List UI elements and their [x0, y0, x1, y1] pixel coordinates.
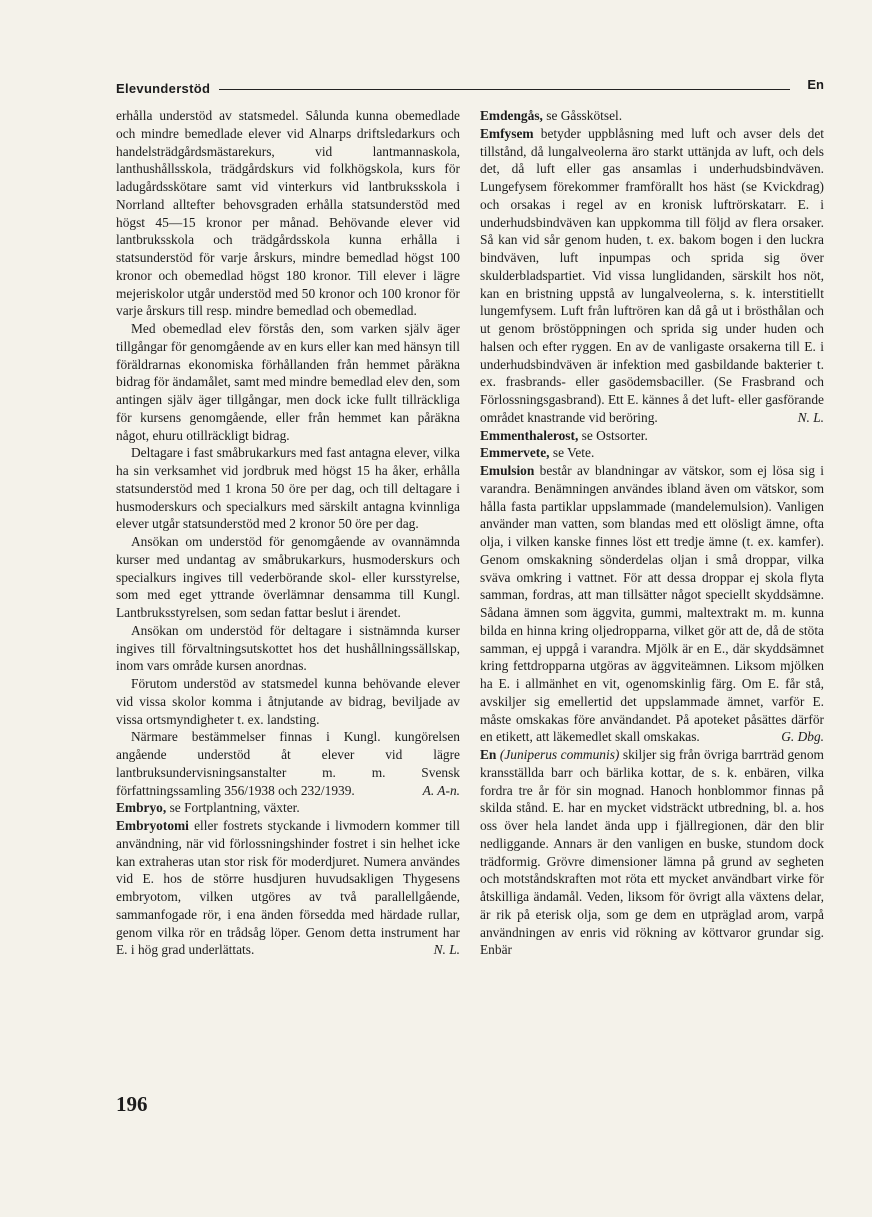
paragraph: Ansökan om understöd för deltagare i sistnämnda kurser ingives till förvaltningsutskottet hos det hushållningssällskap, inom vars område kursen anordnas.: [116, 622, 460, 674]
entry-emmenthalerost: [480, 427, 824, 445]
running-head-right: En: [807, 77, 824, 92]
right-column: [480, 107, 824, 959]
headword: Emmenthalerost,: [480, 427, 579, 443]
author-signature: G. Dbg.: [781, 729, 824, 745]
entry-text: betyder uppblåsning med luft och avser dels det tillstånd, då lungalveolerna äro starkt uttänjda av luft, och dels det, då luft eller gas ansamlas i underhudsbindväven. Lungefysem förekommer framförallt hos häst (se Kvickdrag) och orsakas i regel av en kronisk luftrörskatarr. E. i underhudsbindväven kan uppkomma till följd av flera orsaker. Så kan vid sår genom huden, t. ex. bakom bogen i den luckra bindväven, luft inpumpas och sprida sig över skulderbladspartiet. Vid vissa lunglidanden, särskilt hos nöt, kan en bristning uppstå av lungalveolerna, s. k. interstitiellt lungemfysem. Luft från luftrören kan då gå ut i brösthålan och ut genom bröstöppningen och sprida sig under huden och halsen och efter ryggen. En av de vanligaste orsakerna till E. i underhudsbindväven är infektion med gasbildande bakterier t. ex. frasbrands- eller gasödemsbaciller. (Se Frasbrand och Förlossningsgasbrand). Ett E. kännes å det luft- eller gasförande området knastrande vid beröring.: [480, 125, 824, 425]
headword: Embryo,: [116, 800, 167, 816]
entry-text: skiljer sig från övriga barrträd genom kransställda barr och bärlika kottar, de s. k. enbären, vilka fordra tre år för sin mognad. Hanoch honblommor finnas på skilda stånd. E. har en mycket vidsträckt utbredning, bl. a. hos oss över hela landet ända upp i fjällregionen, där den blir nedliggande. Annars är den vanligen en buske, stundom dock trädformig. Grövre dimensioner lämna på grund av segheten och motståndskraften mot röta ett mycket användbart virke för åtskilliga ändamål. Veden, liksom för övrigt alla växtens delar, är rik på eterisk olja, som ge dem en utpräglad arom, varpå användningen av enris vid rökning av köttvaror grundar sig. Enbär: [480, 747, 824, 958]
entry-text: se Ostsorter.: [581, 427, 648, 443]
paragraph: erhålla understöd av statsmedel. Sålunda kunna obemedlade och mindre bemedlade elever vid Alnarps driftsledarkurs och handelsträdgårdsmästarekurs, vid lantmannaskola, lanthushållsskola, trädgårdskurs vid folkhögskola, kurs för ladugårdsskötare samt vid vinterkurs vid lantbruksskola i Norrland alltefter behovsgraden erhålla statsunderstöd med högst 45—15 kronor per månad. Behövande elever vid lantbruksskola och trädgårdsskola kunna erhålla i statsunderstöd för varje årskurs, mindre bemedlad högst 100 kronor och obemedlad högst 180 kronor. Till elever i lägre mejeriskolor utgår understöd med 50 kronor och 100 kronor för varje årskurs till resp. mindre bemedlad och obemedlad.: [116, 108, 460, 319]
latin-name: (Juniperus communis): [499, 747, 620, 762]
entry-emfysem: [480, 125, 824, 427]
headword: Emulsion: [480, 463, 535, 478]
headword: Emmervete,: [480, 445, 550, 461]
paragraph: Förutom understöd av statsmedel kunna behövande elever vid vissa skolor komma i åtnjutande av bidrag, beviljade av vissa ortsmyndigheter t. ex. landsting.: [116, 676, 460, 727]
paragraph: Ansökan om understöd för genomgående av ovannämnda kurser med undantag av småbrukarkurs, husmoderskurs och specialkurs ingives till vederbörande skol- eller kursstyrelse, som med eget yttrande överlämnar densamma till Kungl. Lantbruksstyrelsen, som sedan fattar beslut i ärendet.: [116, 534, 460, 620]
entry-text: eller fostrets styckande i livmodern kommer till användning, när vid förlossningshinder fostret i sin helhet icke kan extraheras utan stor risk för moderdjuret. Numera användes vid E. hos de större husdjuren huvudsakligen Thygesens embryotom, vilken utgöres av två parallellgående, sammanfogade rör, i ena änden försedda med härdade rullar, genom vilka rör en trådsåg löper. Genom detta instrument har E. i hög grad underlättats.: [116, 818, 460, 958]
headword: Embryotomi: [116, 818, 189, 833]
paragraph: Deltagare i fast småbrukarkurs med fast antagna elever, vilka ha sin verksamhet vid jordbruk med högst 15 ha åker, erhålla statsunderstöd med 1 krona 50 öre per dag, och till deltagare i husmoderskurs och specialkurs med särskilt antagna kvinnliga elever utgår statsunderstöd med 2 kronor 50 öre per dag.: [116, 445, 460, 532]
paragraph: Med obemedlad elev förstås den, som varken själv äger tillgångar för genomgående av en kurs eller kan med hänsyn till föräldrarnas ekonomiska förhållanden från hemmet påräkna bidrag för ändamålet, samt med mindre bemedlad elev den, som antingen själv äger tillgångar, men dock icke fullt tillräckliga för kursens genomgående, eller från hemmet kan påräkna något, ehuru otillräckligt bidrag.: [116, 321, 460, 443]
author-signature: A. A-n.: [422, 782, 460, 798]
entry-text: består av blandningar av vätskor, som ej lösa sig i varandra. Benämningen användes ibland även om vätskor, som hålla fasta partiklar uppslammade (mandelemulsion). Vanligen använder man vatten, som blandas med ett olösligt ämne, ofta olja, i vilken kanske finnes löst ett tredje ämne (t. ex. kamfer). Genom omskakning sönderdelas oljan i små droppar, vilka sväva omkring i vattnet. För att dessa droppar ej skola flyta samman, fordras, att man tillsätter något speciellt skyddsämne. Sådana ämnen som äggvita, gummi, maltextrakt m. m. kunna bilda en hinna kring oljedropparna, vilket gör att de, då de stöta samman, ej uppgå i varandra. Mjölk är en E., där skyddsämnet kring fettdropparna utgöras av äggviteämnen. Liksom mjölken ha E. i allmänhet en vit, ogenomskinlig färg. Om E. får stå, avskiljer sig emellertid det uppslammade ämnet, varför E. måste omskakas före användandet. På apoteket påsättes därför en etikett, att läkemedlet skall omskakas.: [480, 463, 824, 745]
headword: Emdengås,: [480, 108, 543, 123]
entry-emdengas: [480, 107, 824, 125]
entry-text: se Gåsskötsel.: [546, 108, 623, 123]
running-head-left: Elevunderstöd: [116, 81, 211, 96]
running-head: [116, 77, 824, 100]
paragraph-text: Närmare bestämmelser finnas i Kungl. kungörelsen angående understöd åt elever vid lägre lantbruksundervisningsanstalter m. m. Svensk författningssamling 356/1938 och 232/1939.: [116, 729, 460, 798]
left-column: [116, 107, 460, 959]
entry-emmervete: [480, 444, 824, 462]
page-number: 196: [116, 1092, 148, 1116]
headword: En: [480, 747, 497, 762]
entry-text: se Vete.: [552, 445, 595, 461]
entry-text: se Fortplantning, växter.: [169, 800, 300, 816]
header-rule: [219, 89, 790, 90]
entry-embryo: [116, 799, 460, 817]
author-signature: N. L.: [797, 409, 824, 425]
entry-en: [480, 746, 824, 959]
headword: Emfysem: [480, 125, 534, 141]
author-signature: N. L.: [433, 942, 460, 958]
entry-emulsion: [480, 462, 824, 746]
paragraph: [116, 728, 460, 799]
entry-embryotomi: [116, 817, 460, 959]
